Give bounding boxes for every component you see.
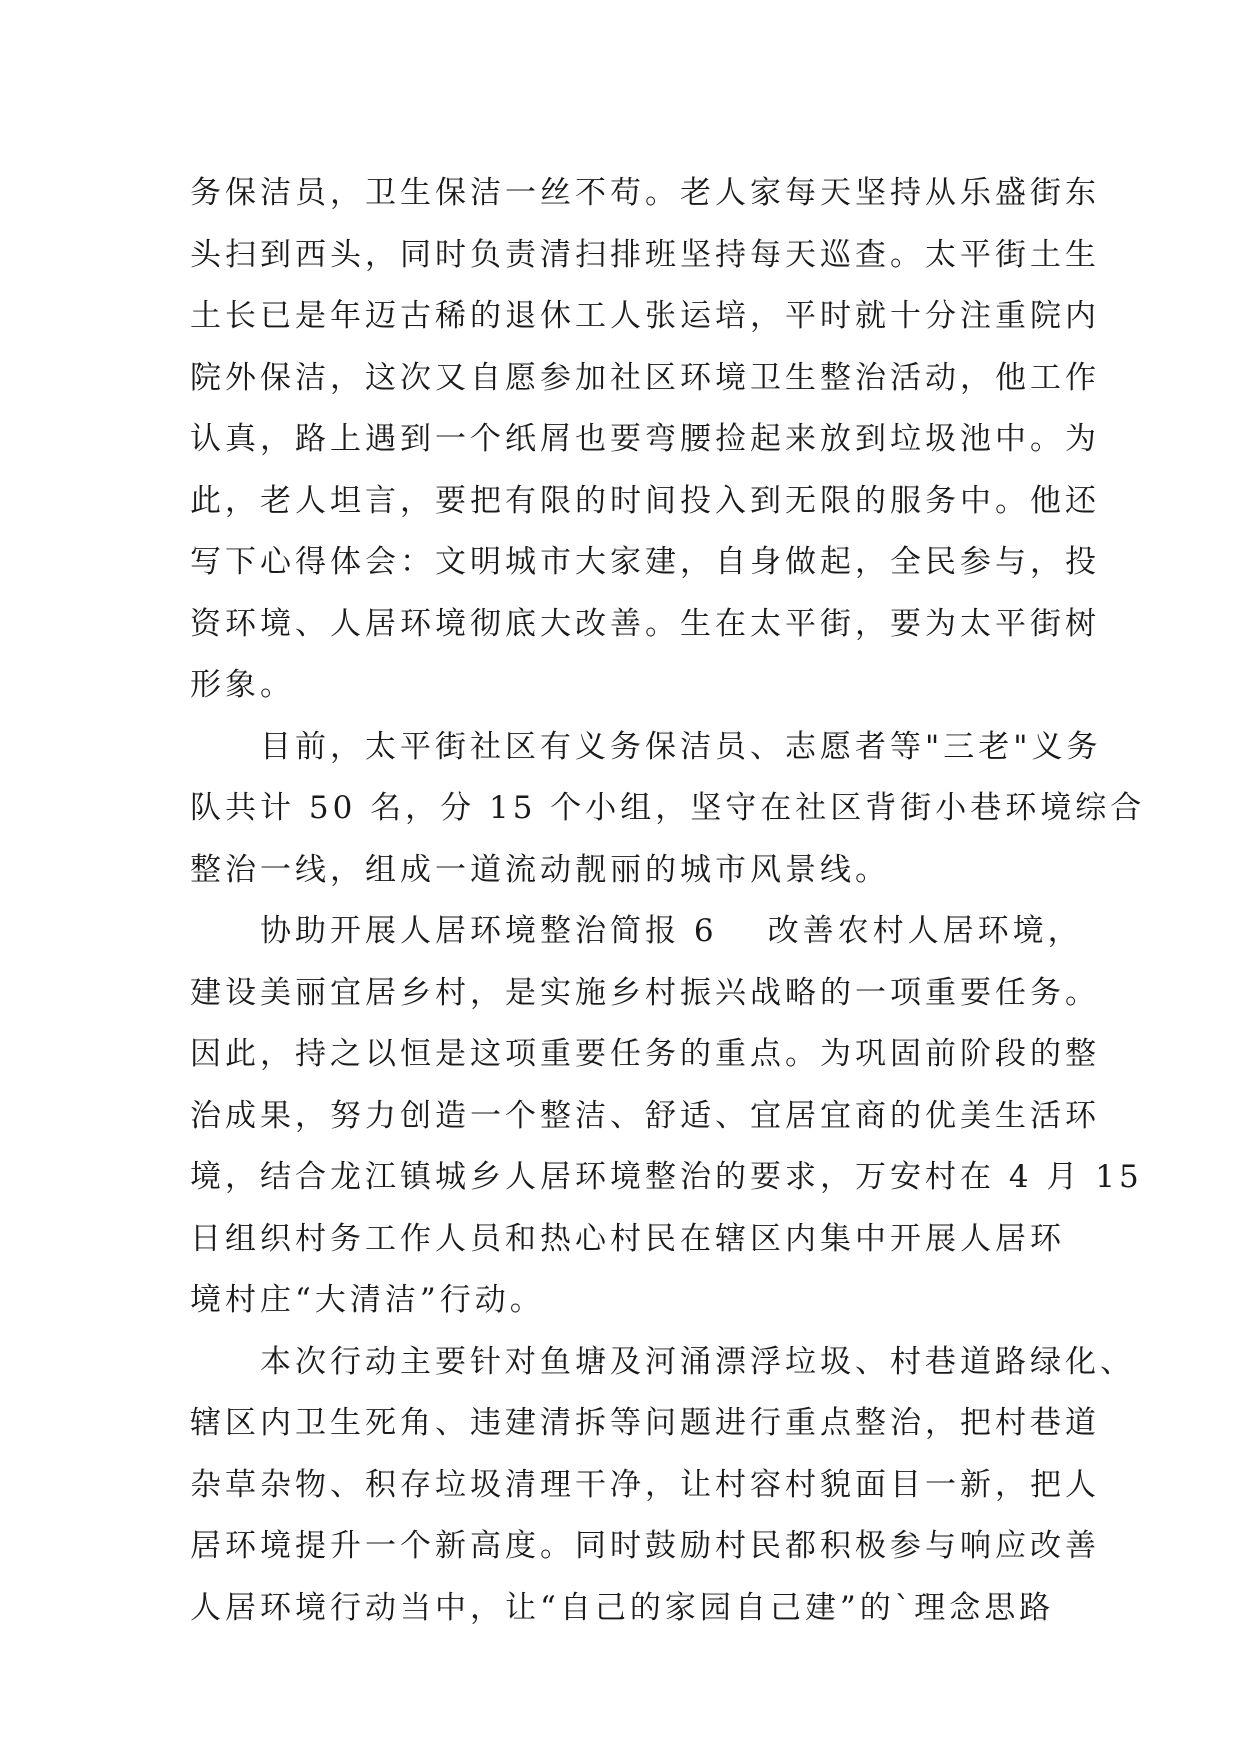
text-line: 形象。 (190, 667, 295, 703)
text-line: 人居环境行动当中，让“自己的家园自己建”的`理念思路 (190, 1589, 1055, 1626)
text-line: 治成果，努力创造一个整洁、舒适、宜居宜商的优美生活环 (190, 1097, 1100, 1134)
text-line: 建设美丽宜居乡村，是实施乡村振兴战略的一项重要任务。 (190, 974, 1100, 1011)
text-line: 境，结合龙江镇城乡人居环境整治的要求，万安村在 4 月 15 (190, 1159, 1143, 1195)
text-line: 认真，路上遇到一个纸屑也要弯腰捡起来放到垃圾池中。为 (190, 421, 1100, 457)
text-line: 目前，太平街社区有义务保洁员、志愿者等"三老"义务 (190, 728, 1102, 765)
body-text (190, 163, 1146, 1639)
heading-tail-text: 改善农村人居环境， (767, 913, 1083, 949)
text-line: 院外保洁，这次又自愿参加社区环境卫生整治活动，他工作 (190, 359, 1100, 396)
text-line: 本次行动主要针对鱼塘及河涌漂浮垃圾、村巷道路绿化、 (190, 1343, 1135, 1380)
text-line: 杂草杂物、积存垃圾清理干净，让村容村貌面目一新，把人 (190, 1466, 1100, 1503)
text-line: 写下心得体会：文明城市大家建，自身做起，全民参与，投 (190, 544, 1100, 580)
text-line: 整治一线，组成一道流动靓丽的城市风景线。 (190, 851, 890, 888)
text-line: 队共计 50 名，分 15 个小组，坚守在社区背街小巷环境综合 (190, 790, 1146, 826)
text-line: 居环境提升一个新高度。同时鼓励村民都积极参与响应改善 (190, 1528, 1100, 1564)
text-line: 辖区内卫生死角、违建清拆等问题进行重点整治，把村巷道 (190, 1405, 1100, 1441)
text-line: 境村庄“大清洁”行动。 (190, 1282, 545, 1318)
text-line: 日组织村务工作人员和热心村民在辖区内集中开展人居环 (190, 1220, 1065, 1257)
text-line: 土长已是年迈古稀的退休工人张运培，平时就十分注重院内 (190, 298, 1100, 334)
text-line: 头扫到西头，同时负责清扫排班坚持每天巡查。太平街土生 (190, 236, 1100, 273)
text-line: 务保洁员，卫生保洁一丝不苟。老人家每天坚持从乐盛街东 (190, 175, 1100, 211)
section-heading: 协助开展人居环境整治简报 6 (190, 913, 718, 949)
text-line: 因此，持之以恒是这项重要任务的重点。为巩固前阶段的整 (190, 1036, 1100, 1072)
text-line: 资环境、人居环境彻底大改善。生在太平街，要为太平街树 (190, 605, 1100, 642)
text-line: 此，老人坦言，要把有限的时间投入到无限的服务中。他还 (190, 482, 1100, 519)
text-line-compound (190, 901, 1083, 963)
